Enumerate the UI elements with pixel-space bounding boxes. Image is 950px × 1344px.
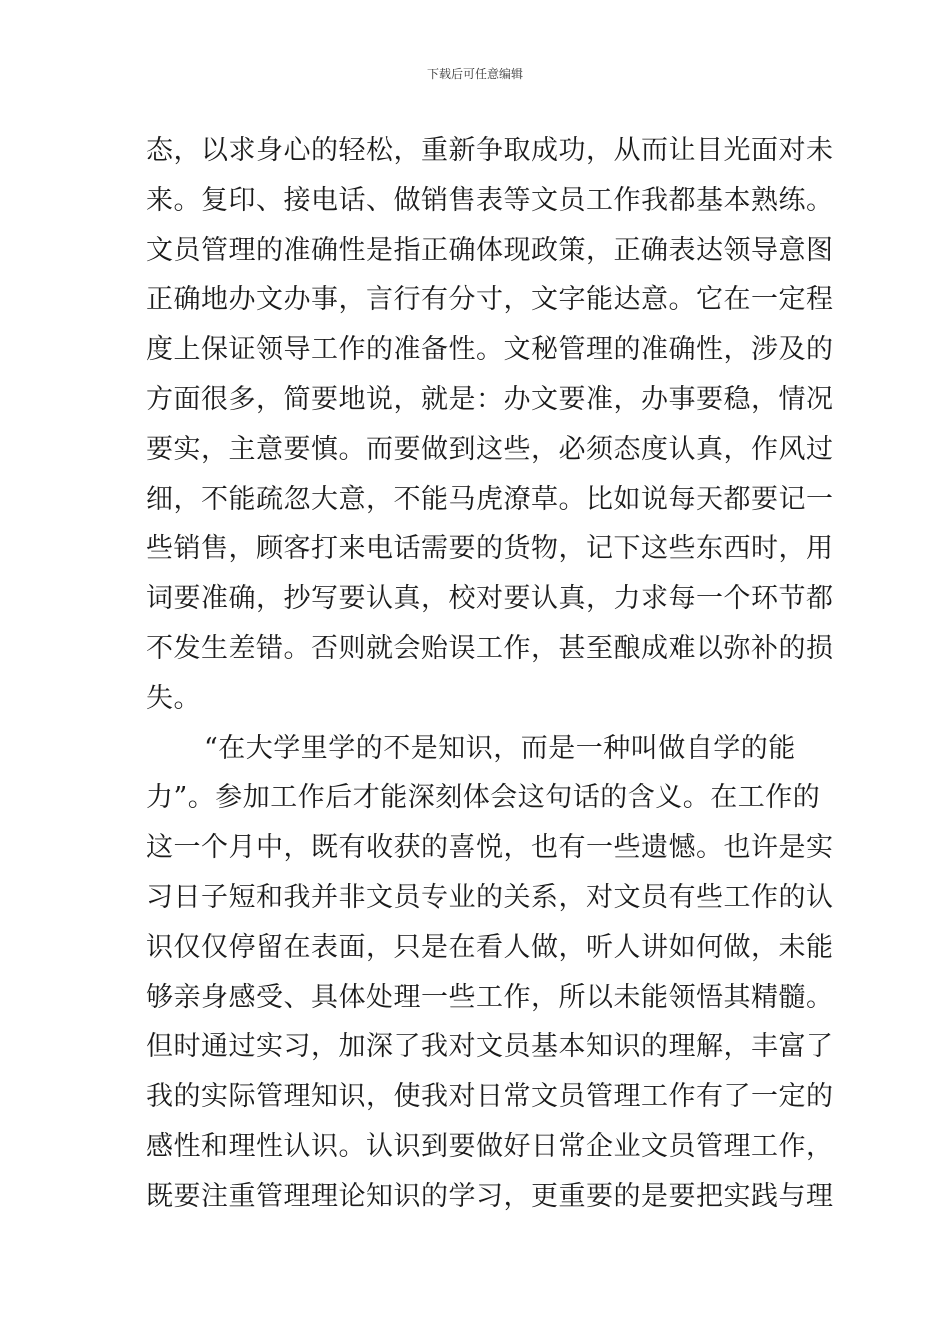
page-header: 下载后可任意编辑 xyxy=(426,67,523,81)
text-line: 习日子短和我并非文员专业的关系，对文员有些工作的认 xyxy=(146,881,834,913)
paragraph xyxy=(146,724,834,1222)
text-line: 度上保证领导工作的准备性。文秘管理的准确性，涉及的 xyxy=(146,334,834,366)
text-line: 但时通过实习，加深了我对文员基本知识的理解，丰富了 xyxy=(146,1031,834,1063)
text-line: 失。 xyxy=(146,682,201,714)
text-line: 文员管理的准确性是指正确体现政策，正确表达领导意图 xyxy=(146,234,834,266)
text-line: “在大学里学的不是知识，而是一种叫做自学的能 xyxy=(204,732,796,764)
document-body xyxy=(146,126,834,1222)
text-line: 要实，主意要慎。而要做到这些，必须态度认真，作风过 xyxy=(146,433,834,465)
text-line: 我的实际管理知识，使我对日常文员管理工作有了一定的 xyxy=(146,1081,834,1113)
text-line: 够亲身感受、具体处理一些工作，所以未能领悟其精髓。 xyxy=(146,981,834,1013)
text-line: 细，不能疏忽大意，不能马虎潦草。比如说每天都要记一 xyxy=(146,483,834,515)
text-line: 来。复印、接电话、做销售表等文员工作我都基本熟练。 xyxy=(146,184,834,216)
text-line: 态，以求身心的轻松，重新争取成功，从而让目光面对未 xyxy=(146,135,834,166)
text-line: 正确地办文办事，言行有分寸，文字能达意。它在一定程 xyxy=(146,284,834,316)
text-line: 力”。参加工作后才能深刻体会这句话的含义。在工作的 xyxy=(146,782,821,814)
text-line: 感性和理性认识。认识到要做好日常企业文员管理工作， xyxy=(146,1130,834,1162)
text-line: 词要准确，抄写要认真，校对要认真，力求每一个环节都 xyxy=(146,583,834,615)
text-line: 方面很多，简要地说，就是：办文要准，办事要稳，情况 xyxy=(146,383,834,415)
paragraph xyxy=(146,126,834,724)
text-line: 识仅仅停留在表面，只是在看人做，听人讲如何做，未能 xyxy=(146,931,834,963)
text-line: 既要注重管理理论知识的学习，更重要的是要把实践与理 xyxy=(146,1180,834,1212)
text-line: 不发生差错。否则就会贻误工作，甚至酿成难以弥补的损 xyxy=(146,632,834,664)
text-line: 这一个月中，既有收获的喜悦，也有一些遗憾。也许是实 xyxy=(146,832,834,864)
text-line: 些销售，顾客打来电话需要的货物，记下这些东西时，用 xyxy=(146,533,834,565)
